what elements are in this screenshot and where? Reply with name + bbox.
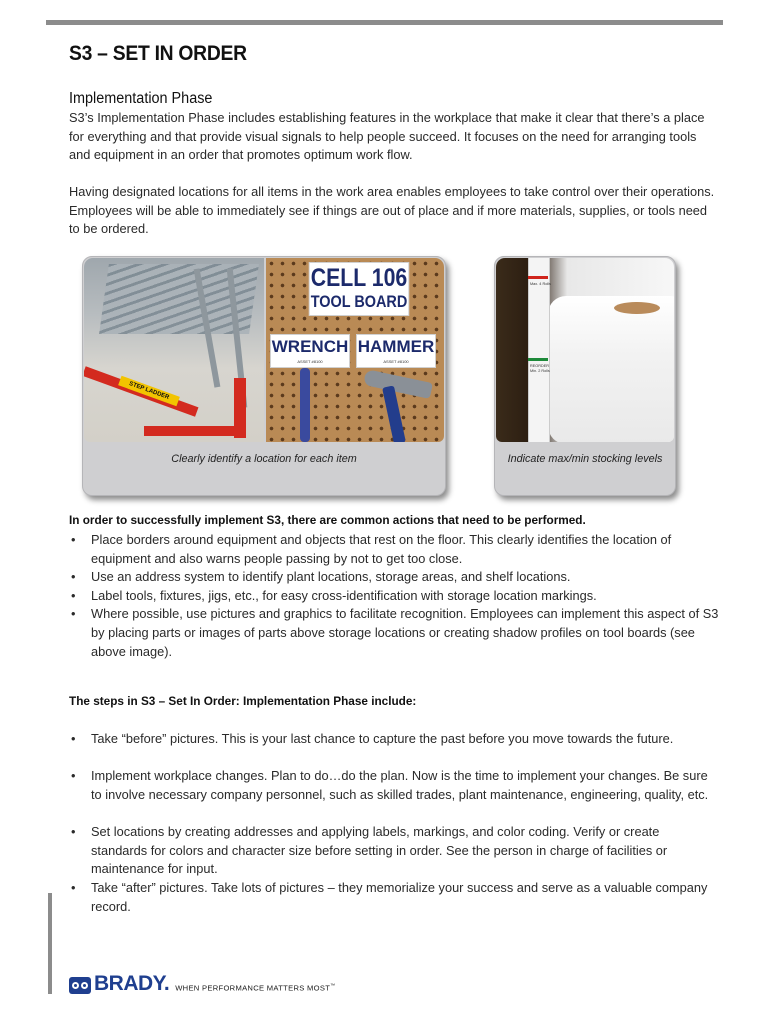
- wrench-sign: [270, 334, 350, 368]
- min-level-label: Min. 2 Rolls: [530, 369, 550, 373]
- hammer-sign-text: HAMMER: [357, 337, 435, 356]
- hammer-head-icon: [363, 369, 433, 399]
- top-rule: [46, 20, 723, 25]
- step-item: • Set locations by creating addresses and applying labels, markings, and color coding. Verify or create standards for colors and character size before setting in order. See the person in charge of facilities or maintenance for input.: [69, 823, 719, 879]
- wrench-sign-text: WRENCH: [271, 337, 349, 356]
- section-subtitle: Implementation Phase: [69, 90, 213, 107]
- paper-roll: [548, 296, 674, 442]
- page-title: S3 – SET IN ORDER: [69, 42, 247, 65]
- cell-sign: [309, 262, 409, 316]
- figure-stocking-levels: [494, 256, 676, 496]
- step-item: • Take “after” pictures. Take lots of pictures – they memorialize your success and serve as a valuable company record.: [69, 879, 719, 916]
- step-item: • Implement workplace changes. Plan to do…do the plan. Now is the time to implement your changes. Be sure to involve necessary company personnel, such as skilled trades, plant maintenance, engineering, quality, etc.: [69, 767, 719, 804]
- max-level-marker: [528, 276, 548, 279]
- reorder-label: REORDER: [530, 364, 549, 368]
- floor-tape-border: [144, 426, 244, 436]
- brady-logo-icon: [69, 977, 91, 994]
- tagline-text: WHEN PERFORMANCE MATTERS MOST: [175, 984, 331, 993]
- max-level-label: Max. 4 Rolls: [530, 282, 551, 286]
- toolboard-sign-text: TOOL BOARD: [310, 292, 408, 311]
- brand-tagline: [175, 981, 335, 994]
- intro-paragraph: S3’s Implementation Phase includes establishing features in the workplace that make it clear that there’s a place for everything and that provide visual signals to help people succeed. It focuses on the need for arranging tools and equipment in an order that promotes optimum work flow.: [69, 110, 705, 163]
- footer-side-rule: [48, 893, 52, 994]
- floor-marking-label: STEP LADDER: [118, 376, 180, 407]
- cell-sign-text: CELL 106: [310, 264, 408, 292]
- step-item: • Take “before” pictures. This is your last chance to capture the past before you move towards the future.: [69, 730, 719, 749]
- list-item: • Use an address system to identify plant locations, storage areas, and shelf locations.: [69, 568, 719, 587]
- list-item: • Label tools, fixtures, jigs, etc., for easy cross-identification with storage location markings.: [69, 587, 719, 606]
- hammer-icon: [382, 385, 406, 442]
- wrench-asset-number: ASSET #8100: [297, 359, 323, 364]
- stepladder-floor-photo: [84, 258, 264, 442]
- hammer-sign: [356, 334, 436, 368]
- hammer-asset-number: ASSET #8100: [383, 359, 409, 364]
- list-item: • Where possible, use pictures and graphics to facilitate recognition. Employees can implement this aspect of S3 by placing parts or images of parts above storage locations or creating shadow profiles on tool boards (see above image).: [69, 605, 719, 661]
- actions-list: [69, 531, 719, 661]
- actions-heading: In order to successfully implement S3, there are common actions that need to be performed.: [69, 513, 586, 527]
- trademark-symbol: ™: [330, 983, 336, 990]
- wrench-icon: [300, 368, 310, 442]
- figure-caption: Clearly identify a location for each item: [171, 453, 357, 465]
- pegboard-photo: [266, 258, 444, 442]
- figure-caption: Indicate max/min stocking levels: [507, 453, 663, 465]
- roll-core: [614, 302, 660, 314]
- paper-rolls-photo: [496, 258, 674, 442]
- min-level-marker: [528, 358, 548, 361]
- brady-logo: [69, 974, 335, 994]
- second-paragraph: Having designated locations for all items in the work area enables employees to take control over their operations. Employees will be able to immediately see if things are out of place and if more materials, supplies, or tools need to be ordered.: [69, 184, 715, 237]
- list-item: • Place borders around equipment and objects that rest on the floor. This clearly identifies the location of equipment and also warns people passing by not to get too close.: [69, 531, 719, 568]
- brand-name: BRADY.: [94, 972, 170, 995]
- steps-heading: The steps in S3 – Set In Order: Implementation Phase include:: [69, 694, 417, 708]
- figure-location-identification: [82, 256, 446, 496]
